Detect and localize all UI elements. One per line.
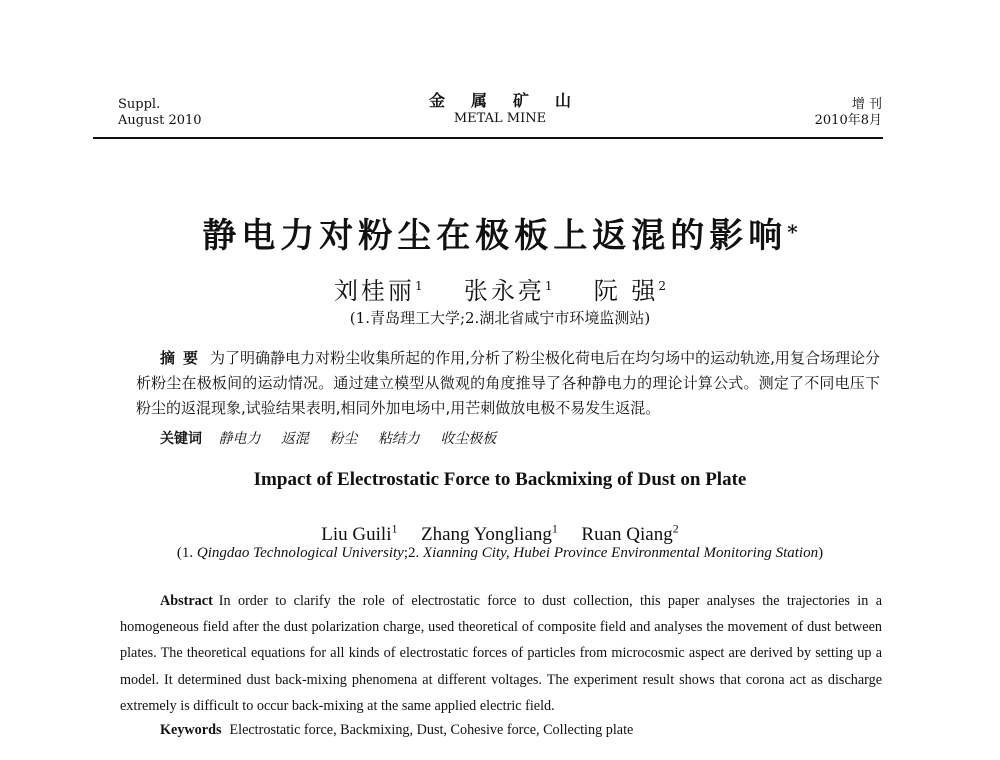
author-en: Liu Guili$^1$ (321, 522, 398, 546)
keyword-cn: 粘结力 (377, 431, 420, 447)
abstract-cn-text: 为了明确静电力对粉尘收集所起的作用,分析了粉尘极化荷电后在均匀场中的运动轨迹,用复合场理论分析粉尘在极板间的运动情况。通过建立模型从微观的角度推导了各种静电力的理论计算公式。测定了不同电压下粉尘的返混现象,试验结果表明,相同外加电场中,用芒刺做放电极不易发生返混。 (136, 349, 880, 417)
affiliation-en: (1. Qingdao Technological University;2. Xianning City, Hubei Province Environmental Monitoring Station) (176, 545, 824, 561)
title-footnote-marker: * (787, 220, 798, 244)
author-cn: 阮 强$^2$ (593, 277, 667, 305)
header-rule (93, 137, 883, 139)
keyword-cn: 收尘极板 (440, 431, 497, 447)
abstract-en (120, 588, 882, 719)
title-cn-text: 静电力对粉尘在极板上返混的影响 (202, 216, 788, 256)
header-right (815, 97, 882, 129)
author-en: Ruan Qiang$^2$ (581, 522, 679, 546)
affiliation-en-2: Xianning City, Hubei Province Environmental Monitoring Station (423, 545, 819, 561)
header-date-en: August 2010 (118, 113, 202, 128)
author-cn: 刘桂丽$^1$ (333, 277, 423, 305)
keywords-en-text: Electrostatic force, Backmixing, Dust, Cohesive force, Collecting plate (229, 722, 634, 738)
author-en: Zhang Yongliang$^1$ (421, 522, 558, 546)
keywords-en (160, 720, 633, 740)
author-cn: 张永亮$^1$ (463, 277, 553, 305)
affiliation-cn: (1.青岛理工大学;2.湖北省咸宁市环境监测站) (349, 309, 651, 327)
header-suppl: Suppl. (118, 97, 161, 112)
abstract-en-label: Abstract (160, 593, 213, 609)
header-supplement-cn: 增 刊 (851, 97, 882, 112)
paper-title-cn (0, 214, 1000, 258)
journal-title-cn: 金属矿山 (428, 91, 597, 110)
header-date-cn: 2010年8月 (814, 113, 882, 128)
authors-cn (0, 270, 1000, 307)
keyword-cn: 粉尘 (329, 431, 358, 447)
keywords-cn (160, 429, 512, 449)
abstract-cn (136, 346, 880, 421)
keywords-en-label: Keywords (160, 722, 222, 738)
keywords-cn-label: 关键词 (160, 431, 202, 447)
abstract-en-text: In order to clarify the role of electrostatic force to dust collection, this paper analyses the trajectories in a homogeneous field after the dust polarization charge, used theoretical of composite field and analyses the movement of dust between plates. The theoretical equations for all kinds of electrostatic forces of particles from microcosmic aspect are derived by setting up a model. It determined dust back-mixing phenomena at different voltages. The experiment result shows that corona act as discharge extremely is difficult to occur back-mixing at the same applied electric field. (120, 593, 882, 714)
keyword-cn: 返混 (280, 431, 309, 447)
abstract-cn-label: 摘要 (160, 349, 207, 367)
affiliation-en-1: Qingdao Technological University (196, 545, 404, 561)
journal-title-en: METAL MINE (453, 111, 547, 126)
keyword-cn: 静电力 (218, 431, 261, 447)
paper-title-en: Impact of Electrostatic Force to Backmixing of Dust on Plate (253, 469, 747, 490)
